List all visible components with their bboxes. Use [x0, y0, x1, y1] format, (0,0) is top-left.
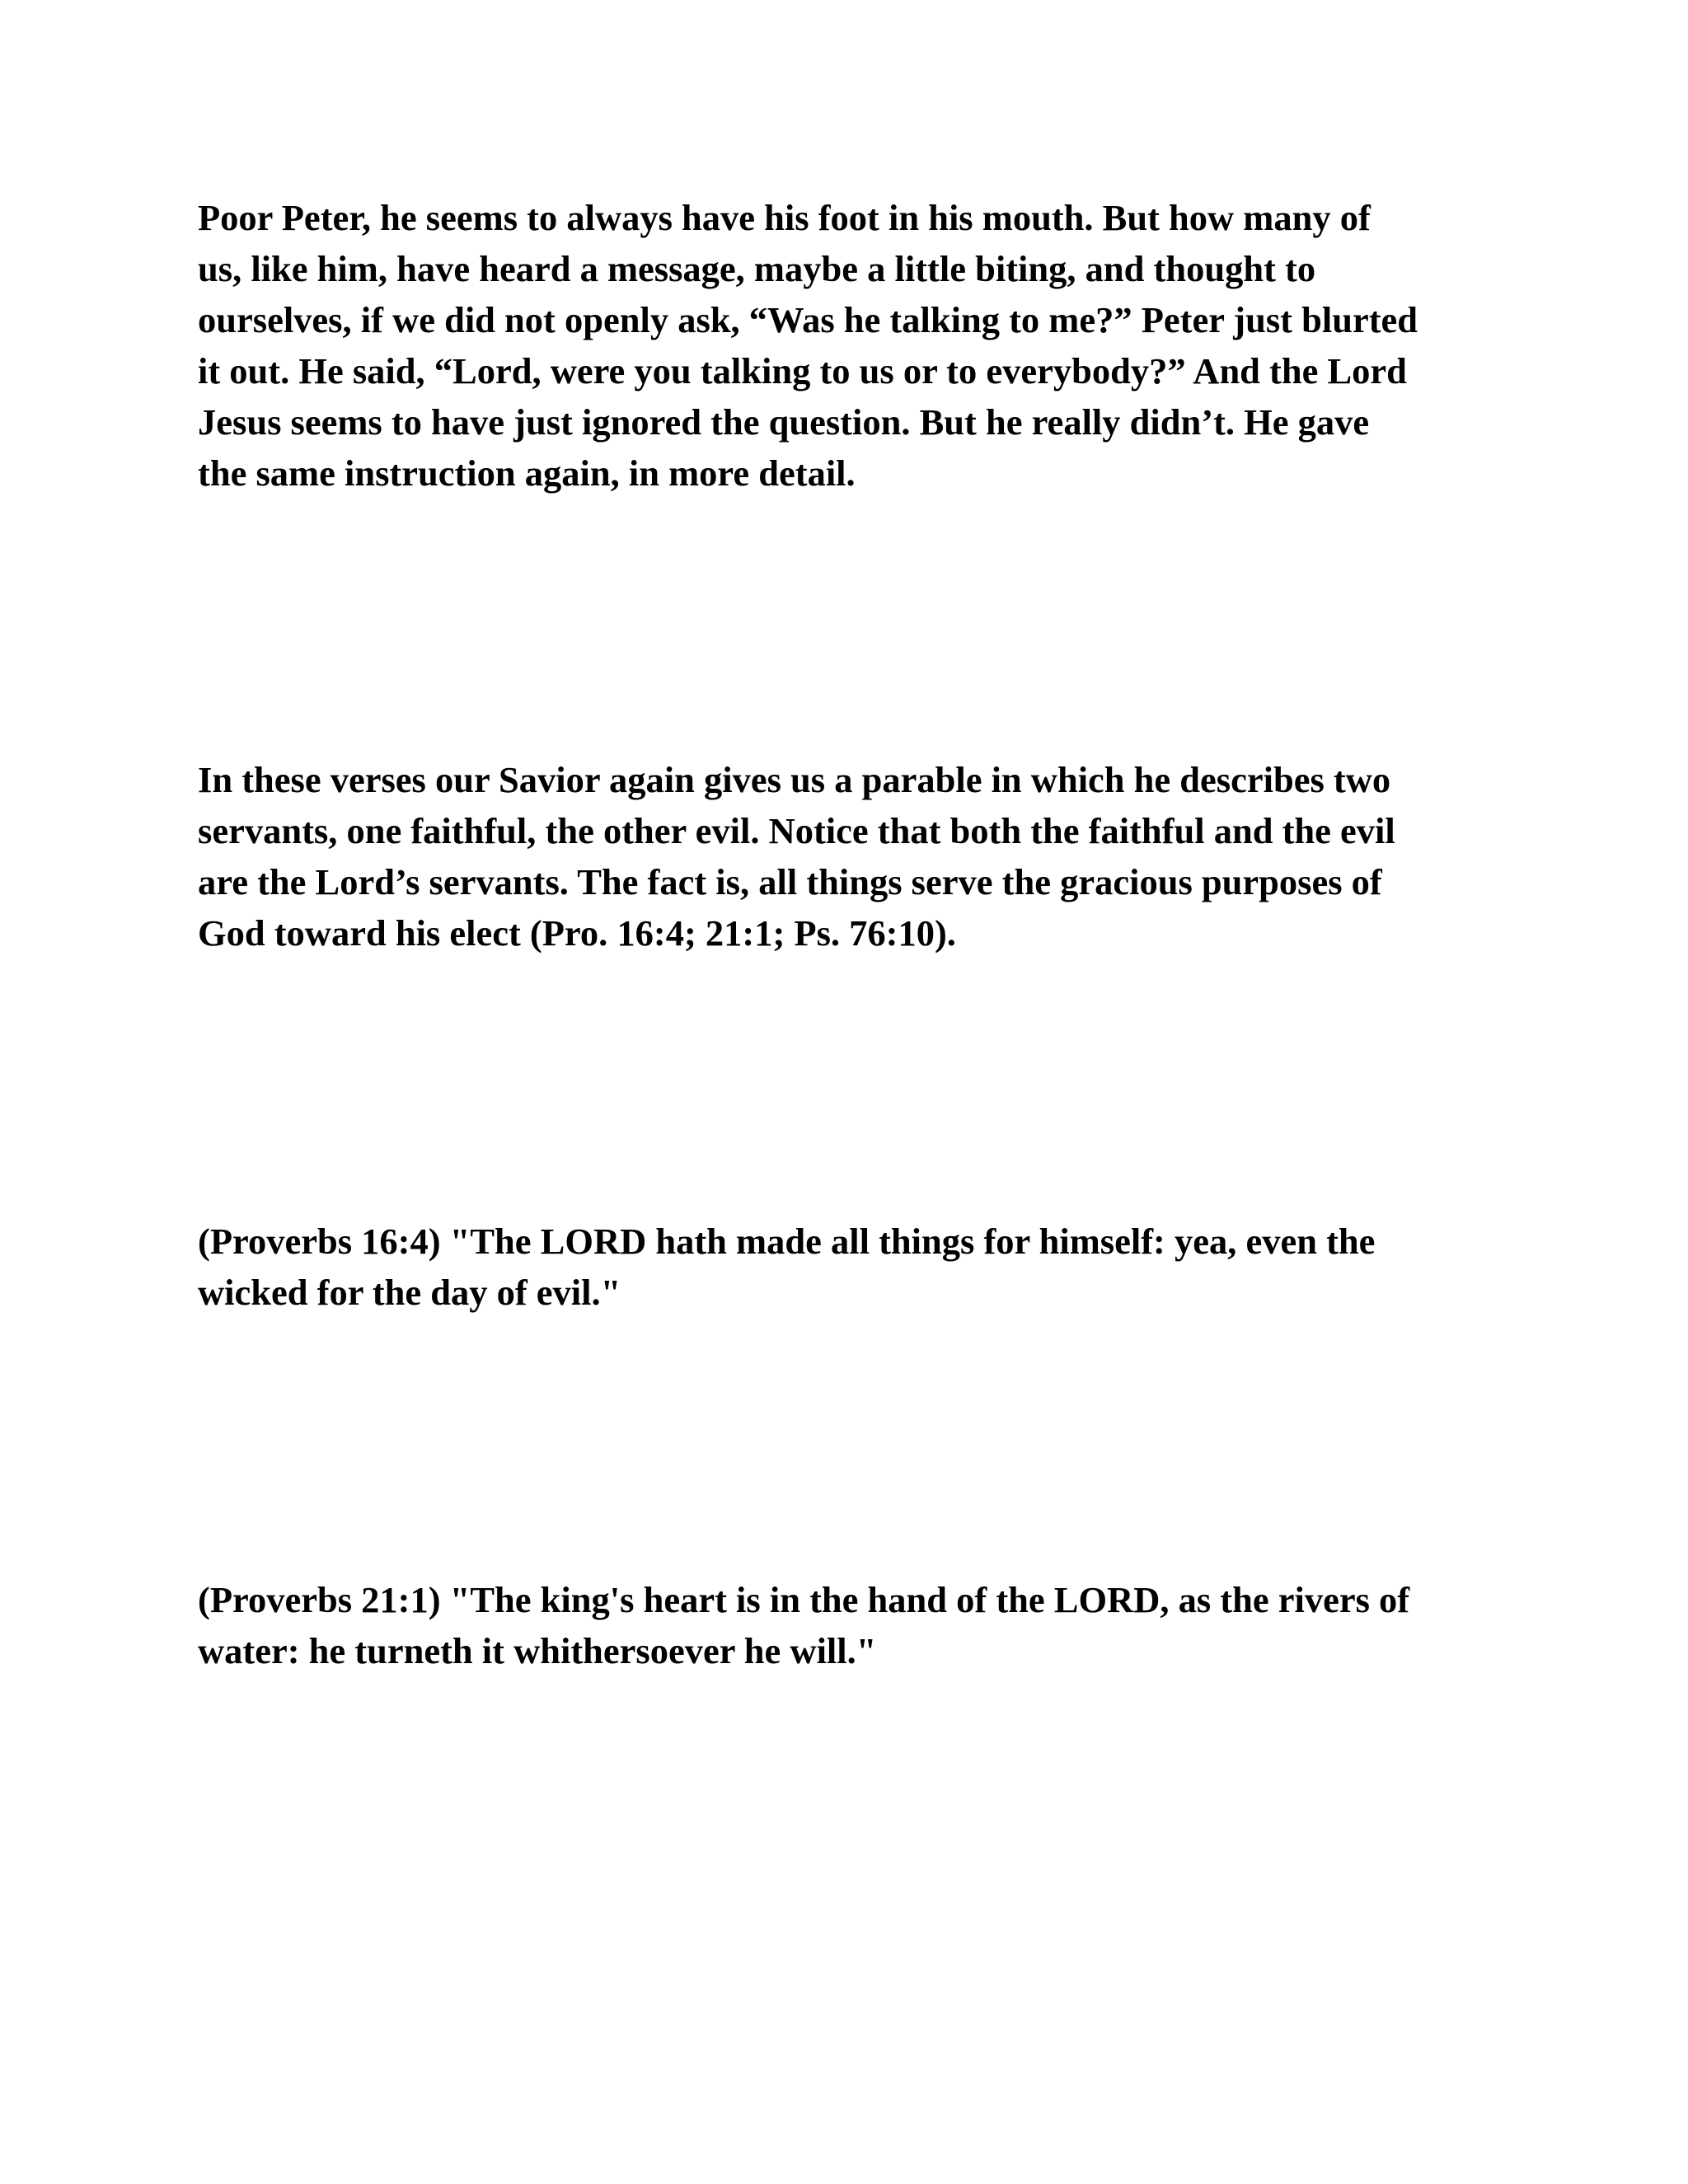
- text-line: wicked for the day of evil.": [198, 1272, 621, 1313]
- text-line: are the Lord’s servants. The fact is, all things serve the gracious purposes of: [198, 861, 1382, 902]
- text-line: In these verses our Savior again gives us a parable in which he describes two: [198, 759, 1391, 800]
- paragraph-two-servants: [198, 754, 1517, 958]
- text-line: it out. He said, “Lord, were you talking to us or to everybody?” And the Lord: [198, 350, 1407, 391]
- paragraph-peter-question: [198, 192, 1517, 499]
- text-line: the same instruction again, in more detail.: [198, 452, 856, 494]
- text-line: God toward his elect (Pro. 16:4; 21:1; Ps. 76:10).: [198, 912, 956, 954]
- text-line: (Proverbs 16:4) "The LORD hath made all things for himself: yea, even the: [198, 1221, 1376, 1262]
- text-line: Jesus seems to have just ignored the question. But he really didn’t. He gave: [198, 401, 1370, 443]
- text-line: us, like him, have heard a message, maybe a little biting, and thought to: [198, 248, 1316, 289]
- paragraph-proverbs-21-1: [198, 1574, 1517, 1676]
- text-line: ourselves, if we did not openly ask, “Was he talking to me?” Peter just blurted: [198, 299, 1418, 340]
- text-line: water: he turneth it whithersoever he will.": [198, 1630, 877, 1671]
- text-line: (Proverbs 21:1) "The king's heart is in the hand of the LORD, as the rivers of: [198, 1579, 1410, 1620]
- paragraph-proverbs-16-4: [198, 1216, 1517, 1318]
- text-line: Poor Peter, he seems to always have his foot in his mouth. But how many of: [198, 197, 1371, 238]
- text-line: servants, one faithful, the other evil. Notice that both the faithful and the evil: [198, 810, 1395, 851]
